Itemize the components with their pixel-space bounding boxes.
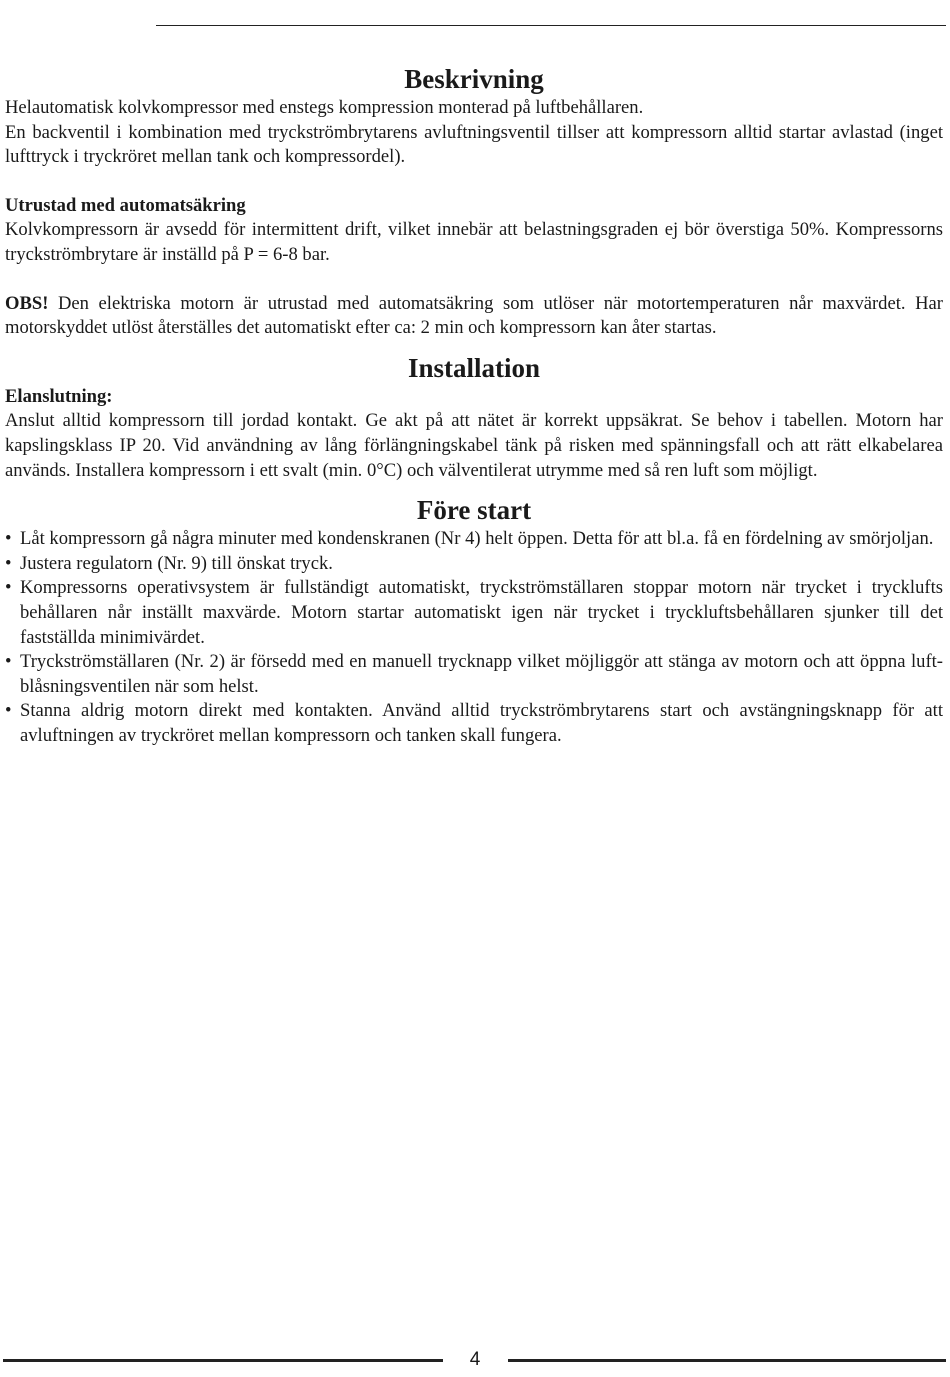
beskrivning-paragraph-1: Helautomatisk kolvkompressor med enstegs kompression monterad på luftbehållaren. xyxy=(5,97,644,118)
page-number: 4 xyxy=(469,1349,481,1370)
spacer xyxy=(5,170,943,194)
obs-text: Den elektriska motorn är utrustad med automatsäkring som utlöser när motortemperaturen når maxvärdet. Har motorskyddet utlöst återställes det automatiskt efter ca: 2 min och kompressorn kan åter startas. xyxy=(5,292,943,339)
spacer xyxy=(5,341,943,351)
spacer xyxy=(5,268,943,292)
list-item: • Tryckströmställaren (Nr. 2) är försedd med en manuell trycknapp vilket möjliggör att stänga av motorn och att öppna luft- blåsningsventilen när som helst. xyxy=(5,650,943,699)
obs-label: OBS! xyxy=(5,292,49,314)
list-item: • Låt kompressorn gå några minuter med kondenskranen (Nr 4) helt öppen. Detta för att bl.a. få en fördelning av smörjoljan. xyxy=(5,527,943,552)
heading-fore-start: Före start xyxy=(416,495,532,526)
document-body xyxy=(5,62,943,748)
subheading-elanslutning: Elanslutning: xyxy=(5,385,113,407)
list-item: • Kompressorns operativsystem är fullständigt automatiskt, tryckströmställaren stoppar motorn när trycket i trycklufts behållaren når inställt maxvärde. Motorn startar automatiskt igen när trycket i tryckluftsbehållaren sjunker till det fastställda minimivärdet. xyxy=(5,576,943,650)
list-item: • Justera regulatorn (Nr. 9) till önskat tryck. xyxy=(5,552,943,577)
fore-start-list xyxy=(5,527,943,748)
installation-paragraph: Anslut alltid kompressorn till jordad kontakt. Ge akt på att nätet är korrekt uppsäkrat. Se behov i tabellen. Motorn har kapslingsklass IP 20. Vid användning av lång förlängningskabel tänk på risken med spänningsfall och att rätt elkabelarea används. Installera kompressorn i ett svalt (min. 0°C) och välventilerat utrymme med så ren luft som möjligt. xyxy=(5,410,943,481)
footer-rule-right xyxy=(508,1359,946,1362)
beskrivning-paragraph-2: En backventil i kombination med tryckströmbrytarens avluftningsventil tillser att kompressorn alltid startar avlastad (inget lufttryck i tryckröret mellan tank och kompressordel). xyxy=(5,121,943,168)
automatsakring-paragraph: Kolvkompressorn är avsedd för intermittent drift, vilket innebär att belastningsgraden ej bör överstiga 50%. Kompressorns tryckströmbrytare är inställd på P = 6-8 bar. xyxy=(5,219,943,265)
heading-installation: Installation xyxy=(407,352,541,383)
page-footer xyxy=(0,1348,950,1372)
heading-beskrivning: Beskrivning xyxy=(404,64,544,94)
subheading-automatsakring: Utrustad med automatsäkring xyxy=(5,194,246,216)
footer-rule-left xyxy=(3,1359,443,1362)
top-rule xyxy=(156,25,946,26)
obs-paragraph xyxy=(5,292,943,341)
list-item: • Stanna aldrig motorn direkt med kontakten. Använd alltid tryckströmbrytarens start och avstängningsknapp för att avluftningen av tryckröret mellan kompressorn och tanken skall fungera. xyxy=(5,699,943,748)
spacer xyxy=(5,483,943,493)
